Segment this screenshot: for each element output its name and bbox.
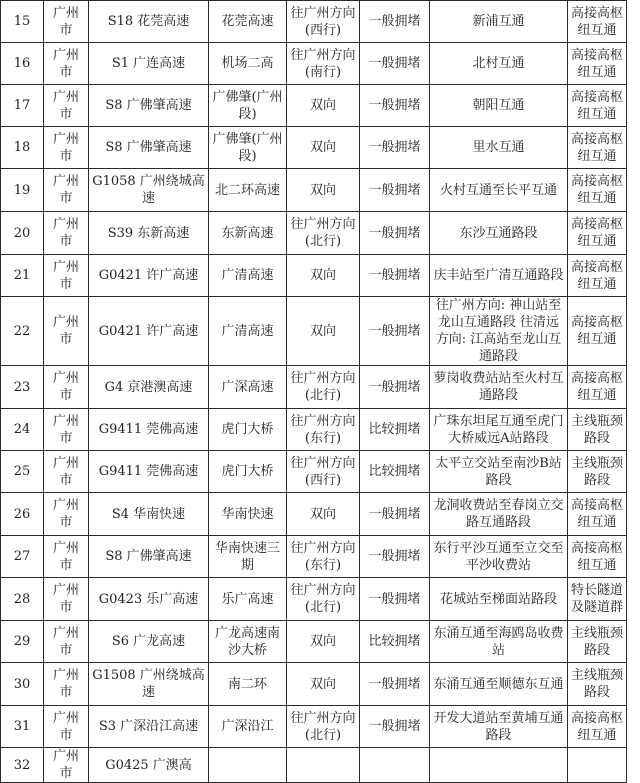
cell-city: 广州市 <box>44 366 89 409</box>
table-row <box>1 366 627 409</box>
table-row <box>1 169 627 212</box>
cell-location: 太平立交站至南沙B站路段 <box>430 451 568 493</box>
cell-road: G0421 许广高速 <box>89 255 209 297</box>
table-row <box>1 578 627 621</box>
cell-level: 一般拥堵 <box>360 536 430 578</box>
cell-section: 广清高速 <box>209 297 287 366</box>
cell-city: 广州市 <box>44 169 89 212</box>
cell-section: 广深高速 <box>209 366 287 409</box>
cell-direction: 往广州方向(西行) <box>287 1 360 43</box>
cell-location: 东涌互通至顺德东互通 <box>430 663 568 706</box>
table-row <box>1 85 627 127</box>
table-row <box>1 748 627 783</box>
cell-city: 广州市 <box>44 297 89 366</box>
cell-level: 比较拥堵 <box>360 621 430 663</box>
cell-direction: 双向 <box>287 169 360 212</box>
cell-city: 广州市 <box>44 451 89 493</box>
table-row <box>1 127 627 169</box>
cell-level <box>360 748 430 783</box>
table-row <box>1 1 627 43</box>
cell-no: 30 <box>1 663 44 706</box>
cell-city: 广州市 <box>44 493 89 536</box>
cell-level: 比较拥堵 <box>360 451 430 493</box>
cell-reason <box>568 748 627 783</box>
cell-section: 华南快速 <box>209 493 287 536</box>
table-row <box>1 409 627 451</box>
table-row <box>1 255 627 297</box>
cell-road: S4 华南快速 <box>89 493 209 536</box>
cell-section: 南二环 <box>209 663 287 706</box>
cell-location: 开发大道站至黄埔互通路段 <box>430 706 568 748</box>
cell-location: 花城站至梯面站路段 <box>430 578 568 621</box>
cell-level: 一般拥堵 <box>360 1 430 43</box>
cell-level: 一般拥堵 <box>360 127 430 169</box>
cell-reason: 高接高枢纽互通 <box>568 43 627 85</box>
cell-city: 广州市 <box>44 578 89 621</box>
cell-no: 21 <box>1 255 44 297</box>
cell-city: 广州市 <box>44 255 89 297</box>
cell-reason: 主线瓶颈路段 <box>568 451 627 493</box>
cell-level: 一般拥堵 <box>360 212 430 255</box>
cell-direction: 往广州方向(北行) <box>287 578 360 621</box>
cell-location: 龙洞收费站至春岗立交路互通路段 <box>430 493 568 536</box>
cell-level: 一般拥堵 <box>360 85 430 127</box>
cell-location: 北村互通 <box>430 43 568 85</box>
cell-section: 广佛肇(广州段) <box>209 85 287 127</box>
cell-road: G9411 莞佛高速 <box>89 409 209 451</box>
cell-city: 广州市 <box>44 748 89 783</box>
cell-no: 20 <box>1 212 44 255</box>
table-row <box>1 621 627 663</box>
cell-city: 广州市 <box>44 1 89 43</box>
cell-direction: 双向 <box>287 255 360 297</box>
cell-direction: 往广州方向(东行) <box>287 409 360 451</box>
cell-reason: 高接高枢纽互通 <box>568 212 627 255</box>
cell-no: 32 <box>1 748 44 783</box>
cell-direction: 双向 <box>287 297 360 366</box>
cell-no: 28 <box>1 578 44 621</box>
cell-location <box>430 748 568 783</box>
cell-level: 一般拥堵 <box>360 43 430 85</box>
table-row <box>1 43 627 85</box>
cell-road: S8 广佛肇高速 <box>89 536 209 578</box>
cell-no: 31 <box>1 706 44 748</box>
cell-direction: 双向 <box>287 127 360 169</box>
cell-reason: 高接高枢纽互通 <box>568 493 627 536</box>
cell-city: 广州市 <box>44 212 89 255</box>
cell-reason: 高接高枢纽互通 <box>568 255 627 297</box>
cell-reason: 高接高枢纽互通 <box>568 169 627 212</box>
cell-level: 一般拥堵 <box>360 493 430 536</box>
cell-road: G9411 莞佛高速 <box>89 451 209 493</box>
cell-level: 一般拥堵 <box>360 169 430 212</box>
cell-direction: 双向 <box>287 493 360 536</box>
cell-road: G1508 广州绕城高速 <box>89 663 209 706</box>
cell-location: 萝岗收费站站至火村互通路段 <box>430 366 568 409</box>
cell-road: S39 东新高速 <box>89 212 209 255</box>
table-row <box>1 212 627 255</box>
cell-level: 比较拥堵 <box>360 409 430 451</box>
cell-no: 27 <box>1 536 44 578</box>
cell-city: 广州市 <box>44 85 89 127</box>
cell-level: 一般拥堵 <box>360 255 430 297</box>
cell-no: 19 <box>1 169 44 212</box>
cell-reason: 高接高枢纽互通 <box>568 366 627 409</box>
cell-city: 广州市 <box>44 43 89 85</box>
cell-no: 29 <box>1 621 44 663</box>
cell-section: 广龙高速南沙大桥 <box>209 621 287 663</box>
cell-no: 26 <box>1 493 44 536</box>
cell-location: 往广州方向: 神山站至龙山互通路段 往清远方向: 江高站至龙山互通路段 <box>430 297 568 366</box>
cell-level: 一般拥堵 <box>360 297 430 366</box>
cell-direction: 往广州方向(北行) <box>287 706 360 748</box>
cell-reason: 主线瓶颈路段 <box>568 663 627 706</box>
cell-direction: 往广州方向(东行) <box>287 536 360 578</box>
cell-road: S8 广佛肇高速 <box>89 127 209 169</box>
cell-reason: 高接高枢纽互通 <box>568 297 627 366</box>
cell-direction: 双向 <box>287 621 360 663</box>
cell-section: 虎门大桥 <box>209 409 287 451</box>
cell-road: S18 花莞高速 <box>89 1 209 43</box>
cell-direction: 双向 <box>287 663 360 706</box>
table-row <box>1 706 627 748</box>
cell-section: 花莞高速 <box>209 1 287 43</box>
cell-road: G0423 乐广高速 <box>89 578 209 621</box>
cell-no: 24 <box>1 409 44 451</box>
cell-road: G0425 广澳高 <box>89 748 209 783</box>
table-row <box>1 663 627 706</box>
cell-location: 东沙互通路段 <box>430 212 568 255</box>
cell-section: 广深沿江 <box>209 706 287 748</box>
cell-direction: 往广州方向(西行) <box>287 451 360 493</box>
cell-direction: 往广州方向(南行) <box>287 43 360 85</box>
cell-section: 机场二高 <box>209 43 287 85</box>
cell-road: S3 广深沿江高速 <box>89 706 209 748</box>
cell-direction: 往广州方向(北行) <box>287 366 360 409</box>
cell-no: 22 <box>1 297 44 366</box>
cell-city: 广州市 <box>44 706 89 748</box>
cell-no: 25 <box>1 451 44 493</box>
cell-road: S8 广佛肇高速 <box>89 85 209 127</box>
cell-location: 庆丰站至广清互通路段 <box>430 255 568 297</box>
cell-section: 广佛肇(广州段) <box>209 127 287 169</box>
cell-section: 华南快速三期 <box>209 536 287 578</box>
cell-location: 新浦互通 <box>430 1 568 43</box>
cell-location: 东行平沙互通至立交至平沙收费站 <box>430 536 568 578</box>
cell-direction: 双向 <box>287 85 360 127</box>
cell-city: 广州市 <box>44 536 89 578</box>
table-body <box>1 1 627 783</box>
cell-level: 一般拥堵 <box>360 366 430 409</box>
cell-section: 广清高速 <box>209 255 287 297</box>
cell-section <box>209 748 287 783</box>
cell-level: 一般拥堵 <box>360 663 430 706</box>
table-row <box>1 451 627 493</box>
cell-direction <box>287 748 360 783</box>
cell-city: 广州市 <box>44 127 89 169</box>
cell-reason: 高接高枢纽互通 <box>568 127 627 169</box>
cell-no: 15 <box>1 1 44 43</box>
cell-reason: 高接高枢纽互通 <box>568 536 627 578</box>
cell-city: 广州市 <box>44 663 89 706</box>
cell-section: 北二环高速 <box>209 169 287 212</box>
cell-section: 虎门大桥 <box>209 451 287 493</box>
cell-no: 17 <box>1 85 44 127</box>
cell-reason: 高接高枢纽互通 <box>568 1 627 43</box>
cell-road: G0421 许广高速 <box>89 297 209 366</box>
cell-section: 东新高速 <box>209 212 287 255</box>
cell-location: 火村互通至长平互通 <box>430 169 568 212</box>
cell-road: S1 广连高速 <box>89 43 209 85</box>
cell-level: 一般拥堵 <box>360 578 430 621</box>
cell-road: G4 京港澳高速 <box>89 366 209 409</box>
cell-reason: 主线瓶颈路段 <box>568 409 627 451</box>
table-row <box>1 493 627 536</box>
cell-reason: 高接高枢纽互通 <box>568 706 627 748</box>
cell-no: 23 <box>1 366 44 409</box>
cell-reason: 主线瓶颈路段 <box>568 621 627 663</box>
table-row <box>1 536 627 578</box>
cell-location: 广珠东坦尾互通至虎门大桥威远A站路段 <box>430 409 568 451</box>
cell-location: 朝阳互通 <box>430 85 568 127</box>
cell-city: 广州市 <box>44 621 89 663</box>
cell-direction: 往广州方向(北行) <box>287 212 360 255</box>
cell-road: S6 广龙高速 <box>89 621 209 663</box>
cell-reason: 高接高枢纽互通 <box>568 85 627 127</box>
cell-location: 东涌互通至海鸥岛收费站 <box>430 621 568 663</box>
cell-no: 18 <box>1 127 44 169</box>
cell-location: 里水互通 <box>430 127 568 169</box>
cell-road: G1058 广州绕城高速 <box>89 169 209 212</box>
cell-city: 广州市 <box>44 409 89 451</box>
cell-reason: 特长隧道及隧道群 <box>568 578 627 621</box>
cell-level: 一般拥堵 <box>360 706 430 748</box>
cell-section: 乐广高速 <box>209 578 287 621</box>
cell-no: 16 <box>1 43 44 85</box>
table-row <box>1 297 627 366</box>
